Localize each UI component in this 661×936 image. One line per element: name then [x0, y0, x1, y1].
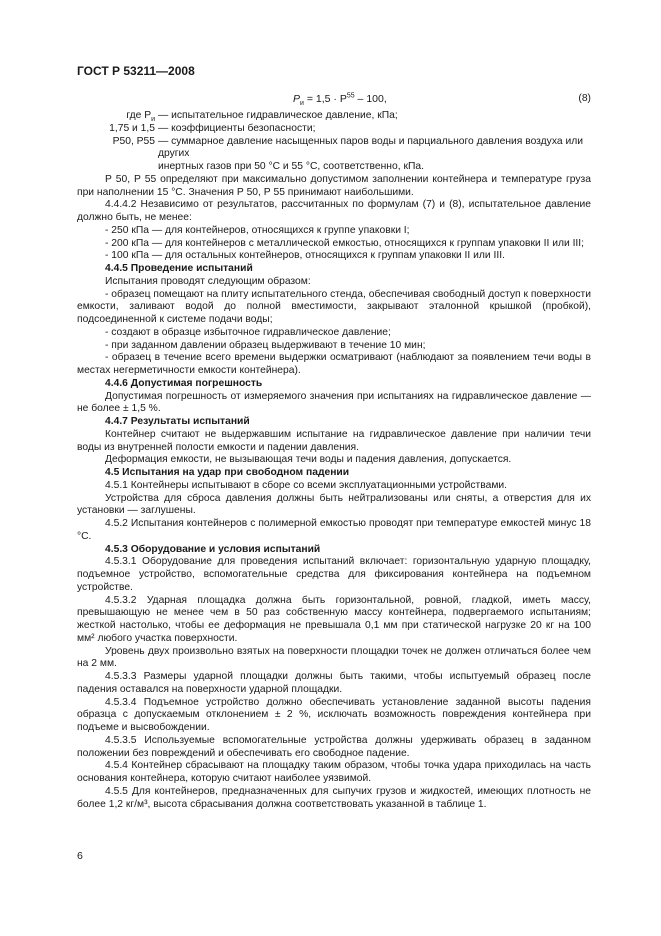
definition-desc: — суммарное давление насыщенных паров воды и парциального давления воздуха или других [158, 135, 583, 160]
formula-eq: = 1,5 · P [303, 93, 347, 105]
paragraph: Испытания проводят следующим образом: [105, 275, 311, 287]
definition-term: P50, P55 [112, 135, 155, 147]
definition-term: 1,75 и 1,5 [109, 122, 155, 134]
paragraph: 4.5.3.3 Размеры ударной площадки должны быть такими, чтобы испытуемый образец после падения оставался на поверхности ударной площадки. [77, 671, 591, 695]
definition-term [77, 110, 155, 123]
paragraph: 4.5.2 Испытания контейнеров с полимерной емкостью проводят при температуре емкостей минус 18 °С. [77, 518, 591, 542]
formula-8 [77, 93, 591, 108]
paragraph: Деформация емкости, не вызывающая течи воды и падения давления, допускается. [105, 454, 512, 466]
paragraph: - образец помещают на плиту испытательного стенда, обеспечивая свободный доступ к поверхности емкости, заливают водой до полной вместимости, закрывают эталонной крышкой (пробкой), подсоединенной к системе подачи воды; [77, 288, 591, 325]
paragraph: - 250 кПа — для контейнеров, относящихся к группе упаковки I; [105, 224, 410, 236]
section-heading: 4.5.3 Оборудование и условия испытаний [105, 543, 321, 555]
paragraph: - 100 кПа — для остальных контейнеров, относящихся к группам упаковки II или III. [105, 250, 505, 262]
document-body [77, 93, 591, 811]
section-heading: 4.4.5 Проведение испытаний [105, 263, 253, 274]
formula-lhs: P [293, 93, 301, 105]
section-heading: 4.4.6 Допустимая погрешность [105, 377, 263, 389]
definitions [77, 110, 591, 174]
paragraph: - создают в образце избыточное гидравлическое давление; [105, 326, 391, 338]
formula-expression [293, 93, 387, 106]
paragraph: Уровень двух произвольно взятых на поверхности площадки точек не должен отличаться более чем на 2 мм. [77, 645, 591, 670]
paragraph: 4.5.4 Контейнер сбрасывают на площадку таким образом, чтобы точка удара приходилась на часть основания контейнера, которую считают наиболее уязвимой. [77, 760, 591, 784]
paragraph: - 200 кПа — для контейнеров с металлической емкостью, относящихся к группам упаковки II или III; [105, 237, 585, 249]
definition-row [77, 136, 591, 162]
paragraph: 4.5.5 Для контейнеров, предназначенных для сыпучих грузов и жидкостей, имеющих плотность не более 1,2 кг/м³, высота сбрасывания должна соответствовать указанной в таблице 1. [77, 785, 591, 810]
definition-term-text: где P [126, 110, 152, 121]
formula-lhs-sub: и [300, 100, 304, 108]
paragraph: Р 50, Р 55 определяют при максимально допустимом заполнении контейнера и температуре груза при наполнении 15 °С. Значения Р 50, Р 55 принимают наибольшими. [77, 173, 591, 198]
paragraph: - при заданном давлении образец выдерживают в течение 10 мин; [105, 339, 426, 351]
paragraph: 4.4.4.2 Независимо от результатов, рассчитанных по формулам (7) и (8), испытательное давление должно быть, не менее: [77, 199, 591, 223]
paragraph: Контейнер считают не выдержавшим испытание на гидравлическое давление при наличии течи воды из внутренней полости емкости и падении давления. [77, 428, 591, 453]
definition-desc-continuation: инертных газов при 50 °С и 55 °С, соответственно, кПа. [158, 161, 424, 172]
formula-number: (8) [578, 93, 591, 104]
section-heading: 4.5 Испытания на удар при свободном падении [105, 467, 350, 478]
document-header: ГОСТ Р 53211—2008 [77, 64, 195, 78]
paragraph: 4.5.3.4 Подъемное устройство должно обеспечивать установление заданной высоты падения образца с допускаемым отклонением ± 2 %, исключать возможность повреждения контейнера при подъеме и высвобождении. [77, 696, 591, 733]
paragraph: 4.5.1 Контейнеры испытывают в сборе со всеми эксплуатационными устройствами. [105, 479, 508, 491]
paragraph: 4.5.3.2 Ударная площадка должна быть горизонтальной, ровной, гладкой, иметь массу, превышающую не менее чем в 50 раз собственную массу контейнера, подвергаемого испытаниям; жесткой настолько, чтобы ее деформация не превышала 0,1 мм при статической нагрузке 20 кг на 100 мм² любого участка поверхности. [77, 594, 591, 644]
section-heading: 4.4.7 Результаты испытаний [105, 416, 250, 427]
formula-rest: – 100, [354, 93, 387, 105]
definition-row [77, 123, 591, 136]
definition-desc: — коэффициенты безопасности; [158, 122, 316, 134]
page-number: 6 [77, 850, 83, 862]
definition-term-sub: и [151, 116, 155, 124]
paragraph: Устройства для сброса давления должны быть нейтрализованы или сняты, а отверстия для их установки — заглушены. [77, 492, 591, 517]
formula-sup: 55 [346, 92, 355, 100]
paragraph: 4.5.3.1 Оборудование для проведения испытаний включает: горизонтальную ударную площадку, подъемное устройство, вспомогательные средства для фиксирования контейнера на подъемном устройстве. [77, 556, 591, 593]
paragraph: Допустимая погрешность от измеряемого значения при испытаниях на гидравлическое давление — не более ± 1,5 %. [77, 390, 591, 415]
definition-row [77, 110, 591, 123]
paragraph: - образец в течение всего времени выдержки осматривают (наблюдают за появлением течи воды в местах негерметичности емкости контейнера). [77, 352, 591, 376]
paragraphs [77, 174, 591, 812]
definition-desc: — испытательное гидравлическое давление, кПа; [158, 110, 398, 121]
paragraph: 4.5.3.5 Используемые вспомогательные устройства должны удерживать образец в заданном положении без повреждений и обеспечивать его свободное падение. [77, 734, 591, 759]
